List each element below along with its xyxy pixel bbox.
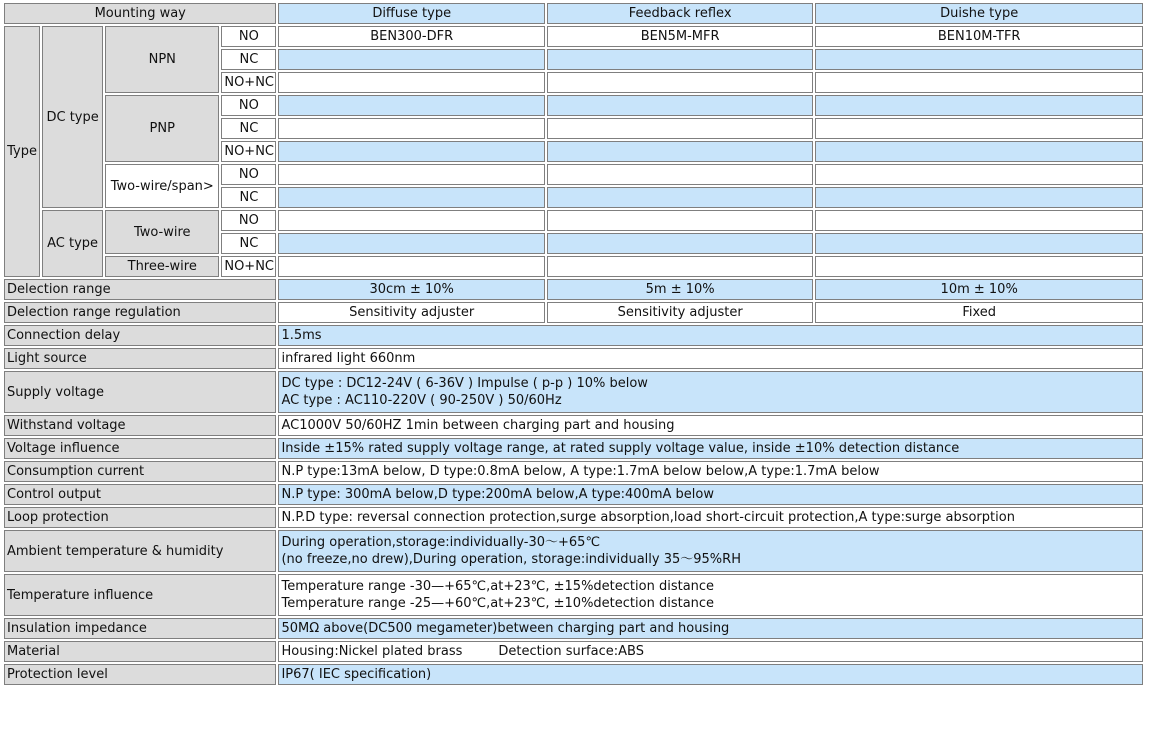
output-nc: NC — [221, 118, 276, 139]
feedback-reflex-header: Feedback reflex — [547, 3, 813, 24]
spec-table — [2, 1, 1145, 687]
consumption-current-row — [4, 461, 1143, 482]
output-no: NO — [221, 164, 276, 185]
empty-cell — [547, 187, 813, 208]
control-output-row — [4, 484, 1143, 505]
temperature-line-2: Temperature range -25—+60℃,at+23℃, ±10%detection distance — [281, 596, 715, 611]
detection-range-duishe: 10m ± 10% — [815, 279, 1143, 300]
voltage-influence-value: Inside ±15% rated supply voltage range, at rated supply voltage value, inside ±10% detection distance — [278, 438, 1143, 459]
supply-voltage-ac: AC type : AC110-220V ( 90-250V ) 50/60Hz — [281, 393, 562, 408]
connection-delay-value: 1.5ms — [278, 325, 1143, 346]
detection-range-diffuse: 30cm ± 10% — [278, 279, 544, 300]
ambient-row — [4, 530, 1143, 572]
two-wire-span-label: Two-wire/span> — [105, 164, 219, 208]
empty-cell — [278, 49, 544, 70]
empty-cell — [547, 233, 813, 254]
connection-delay-row — [4, 325, 1143, 346]
consumption-current-value: N.P type:13mA below, D type:0.8mA below, A type:1.7mA below below,A type:1.7mA below — [278, 461, 1143, 482]
ambient-line-1: During operation,storage:individually-30～+65℃ — [281, 535, 601, 550]
diffuse-type-header: Diffuse type — [278, 3, 544, 24]
empty-cell — [815, 210, 1143, 231]
detection-range-label: Delection range — [4, 279, 276, 300]
npn-label: NPN — [105, 26, 219, 93]
supply-voltage-label: Supply voltage — [4, 371, 276, 413]
material-surface: Detection surface:ABS — [498, 644, 644, 659]
empty-cell — [547, 95, 813, 116]
model-duishe: BEN10M-TFR — [815, 26, 1143, 47]
empty-cell — [815, 95, 1143, 116]
supply-voltage-row — [4, 371, 1143, 413]
empty-cell — [278, 233, 544, 254]
empty-cell — [815, 256, 1143, 277]
withstand-voltage-row — [4, 415, 1143, 436]
empty-cell — [547, 256, 813, 277]
empty-cell — [278, 210, 544, 231]
empty-cell — [547, 210, 813, 231]
empty-cell — [278, 95, 544, 116]
type-row-dc-twowire-no — [4, 164, 1143, 185]
light-source-label: Light source — [4, 348, 276, 369]
material-value — [278, 641, 1143, 662]
connection-delay-label: Connection delay — [4, 325, 276, 346]
withstand-voltage-value: AC1000V 50/60HZ 1min between charging part and housing — [278, 415, 1143, 436]
empty-cell — [278, 118, 544, 139]
detection-regulation-row — [4, 302, 1143, 323]
insulation-value: 50MΩ above(DC500 megameter)between charging part and housing — [278, 618, 1143, 639]
empty-cell — [815, 72, 1143, 93]
voltage-influence-row — [4, 438, 1143, 459]
empty-cell — [815, 49, 1143, 70]
light-source-row — [4, 348, 1143, 369]
detection-regulation-label: Delection range regulation — [4, 302, 276, 323]
material-row — [4, 641, 1143, 662]
insulation-label: Insulation impedance — [4, 618, 276, 639]
ambient-label: Ambient temperature & humidity — [4, 530, 276, 572]
detection-range-feedback: 5m ± 10% — [547, 279, 813, 300]
two-wire-label: Two-wire — [105, 210, 219, 254]
ambient-line-2: (no freeze,no drew),During operation, storage:individually 35～95%RH — [281, 552, 741, 567]
dc-type-label: DC type — [42, 26, 103, 208]
empty-cell — [278, 187, 544, 208]
empty-cell — [547, 49, 813, 70]
three-wire-label: Three-wire — [105, 256, 219, 277]
type-row-npn-no — [4, 26, 1143, 47]
empty-cell — [547, 72, 813, 93]
detection-regulation-feedback: Sensitivity adjuster — [547, 302, 813, 323]
output-no: NO — [221, 95, 276, 116]
type-label: Type — [4, 26, 40, 277]
empty-cell — [547, 141, 813, 162]
loop-protection-row — [4, 507, 1143, 528]
detection-range-row — [4, 279, 1143, 300]
output-no-nc: NO+NC — [221, 141, 276, 162]
output-no-nc: NO+NC — [221, 256, 276, 277]
header-row — [4, 3, 1143, 24]
consumption-current-label: Consumption current — [4, 461, 276, 482]
empty-cell — [815, 141, 1143, 162]
temperature-line-1: Temperature range -30—+65℃,at+23℃, ±15%detection distance — [281, 579, 715, 594]
empty-cell — [815, 118, 1143, 139]
type-row-ac-twowire-no — [4, 210, 1143, 231]
temperature-influence-row — [4, 574, 1143, 616]
output-no-nc: NO+NC — [221, 72, 276, 93]
empty-cell — [815, 233, 1143, 254]
material-housing: Housing:Nickel plated brass — [281, 644, 463, 659]
mounting-way-header: Mounting way — [4, 3, 276, 24]
control-output-label: Control output — [4, 484, 276, 505]
light-source-value: infrared light 660nm — [278, 348, 1143, 369]
duishe-type-header: Duishe type — [815, 3, 1143, 24]
temperature-influence-value — [278, 574, 1143, 616]
supply-voltage-value — [278, 371, 1143, 413]
output-nc: NC — [221, 49, 276, 70]
protection-row — [4, 664, 1143, 685]
empty-cell — [278, 164, 544, 185]
detection-regulation-diffuse: Sensitivity adjuster — [278, 302, 544, 323]
empty-cell — [278, 256, 544, 277]
control-output-value: N.P type: 300mA below,D type:200mA below,A type:400mA below — [278, 484, 1143, 505]
model-diffuse: BEN300-DFR — [278, 26, 544, 47]
output-nc: NC — [221, 187, 276, 208]
output-no: NO — [221, 210, 276, 231]
detection-regulation-duishe: Fixed — [815, 302, 1143, 323]
empty-cell — [547, 164, 813, 185]
output-no: NO — [221, 26, 276, 47]
pnp-label: PNP — [105, 95, 219, 162]
withstand-voltage-label: Withstand voltage — [4, 415, 276, 436]
output-nc: NC — [221, 233, 276, 254]
ac-type-label: AC type — [42, 210, 103, 277]
loop-protection-value: N.P.D type: reversal connection protection,surge absorption,load short-circuit protection,A type:surge absorption — [278, 507, 1143, 528]
protection-label: Protection level — [4, 664, 276, 685]
empty-cell — [815, 187, 1143, 208]
model-feedback: BEN5M-MFR — [547, 26, 813, 47]
voltage-influence-label: Voltage influence — [4, 438, 276, 459]
ambient-value — [278, 530, 1143, 572]
empty-cell — [547, 118, 813, 139]
temperature-influence-label: Temperature influence — [4, 574, 276, 616]
empty-cell — [815, 164, 1143, 185]
loop-protection-label: Loop protection — [4, 507, 276, 528]
material-label: Material — [4, 641, 276, 662]
protection-value: IP67( IEC specification) — [278, 664, 1143, 685]
insulation-row — [4, 618, 1143, 639]
empty-cell — [278, 72, 544, 93]
type-row-pnp-no — [4, 95, 1143, 116]
type-row-ac-threewire — [4, 256, 1143, 277]
supply-voltage-dc: DC type : DC12-24V ( 6-36V ) Impulse ( p-p ) 10% below — [281, 376, 648, 391]
empty-cell — [278, 141, 544, 162]
